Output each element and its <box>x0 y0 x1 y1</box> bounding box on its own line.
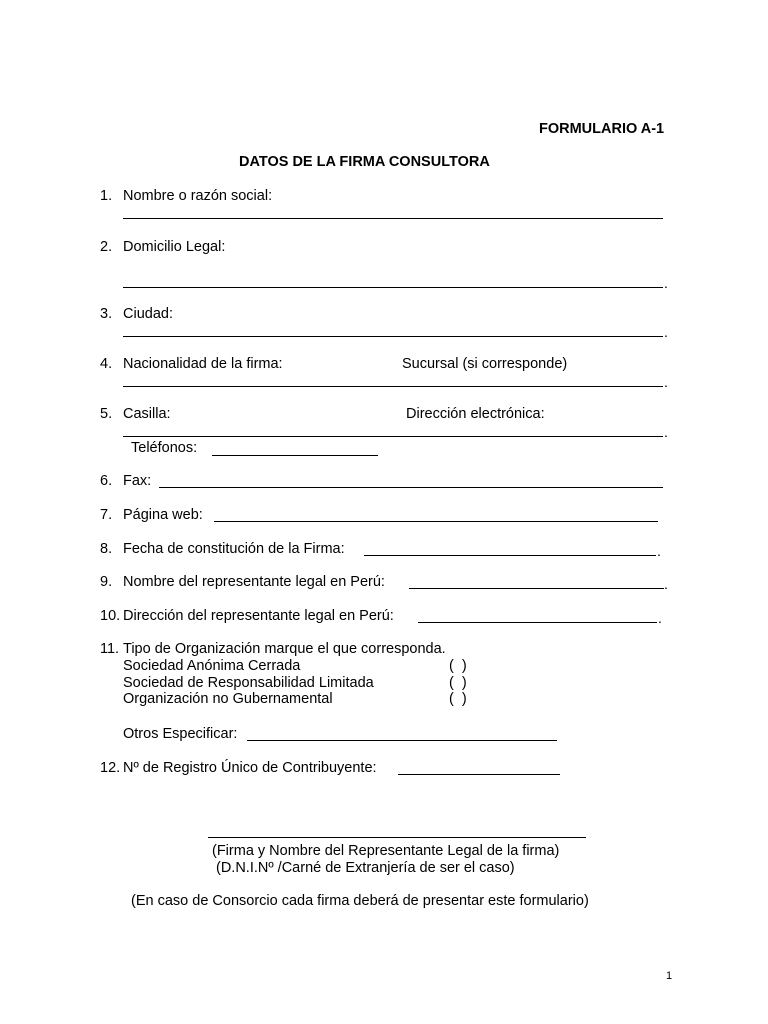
signature-caption: (Firma y Nombre del Representante Legal de la firma) <box>212 843 560 859</box>
field-label-web: Página web: <box>123 507 203 523</box>
nombre-field[interactable] <box>123 218 663 219</box>
id-caption: (D.N.I.Nº /Carné de Extranjería de ser el caso) <box>216 860 515 876</box>
option-label: Sociedad Anónima Cerrada <box>123 658 301 674</box>
fax-field[interactable] <box>159 487 663 488</box>
item-number: 10. <box>100 608 121 624</box>
field-label-casilla: Casilla: <box>123 406 171 422</box>
end-period: . <box>664 374 668 390</box>
signature-line[interactable] <box>208 837 586 838</box>
otros-field[interactable] <box>247 740 557 741</box>
field-label-nacionalidad: Nacionalidad de la firma: <box>123 356 283 372</box>
page-number: 1 <box>666 970 673 982</box>
web-field[interactable] <box>214 521 658 522</box>
end-period: . <box>664 576 668 592</box>
end-period: . <box>657 543 661 559</box>
item-number: 5. <box>100 406 113 422</box>
item-number: 2. <box>100 239 113 255</box>
item-number: 3. <box>100 306 113 322</box>
item-number: 7. <box>100 507 113 523</box>
fecha-field[interactable] <box>364 555 656 556</box>
representante-field[interactable] <box>409 588 664 589</box>
field-label-fecha: Fecha de constitución de la Firma: <box>123 541 345 557</box>
option-checkbox[interactable]: ( ) <box>449 658 467 674</box>
item-number: 11. <box>100 641 120 657</box>
field-label-telefonos: Teléfonos: <box>131 440 198 456</box>
field-label-otros: Otros Especificar: <box>123 726 238 742</box>
item-number: 12. <box>100 760 121 776</box>
page-title: DATOS DE LA FIRMA CONSULTORA <box>239 154 490 170</box>
field-label-domicilio: Domicilio Legal: <box>123 239 226 255</box>
consorcio-note: (En caso de Consorcio cada firma deberá de presentar este formulario) <box>131 893 589 909</box>
item-number: 8. <box>100 541 113 557</box>
telefonos-field[interactable] <box>212 455 378 456</box>
nacionalidad-field[interactable] <box>123 386 663 387</box>
field-label-email: Dirección electrónica: <box>406 406 545 422</box>
form-id: FORMULARIO A-1 <box>539 121 665 137</box>
item-number: 6. <box>100 473 113 489</box>
option-label: Organización no Gubernamental <box>123 691 333 707</box>
item-number: 9. <box>100 574 113 590</box>
end-period: . <box>664 275 668 291</box>
item-number: 1. <box>100 188 113 204</box>
field-label-representante: Nombre del representante legal en Perú: <box>123 574 385 590</box>
direccion-rep-field[interactable] <box>418 622 657 623</box>
item-number: 4. <box>100 356 113 372</box>
field-label-fax: Fax: <box>123 473 152 489</box>
end-period: . <box>664 324 668 340</box>
end-period: . <box>658 610 662 626</box>
option-label: Sociedad de Responsabilidad Limitada <box>123 675 374 691</box>
field-label-tipo-org: Tipo de Organización marque el que corresponda. <box>123 641 446 657</box>
field-label-ruc: Nº de Registro Único de Contribuyente: <box>123 760 377 776</box>
option-checkbox[interactable]: ( ) <box>449 675 467 691</box>
field-label-ciudad: Ciudad: <box>123 306 173 322</box>
ruc-field[interactable] <box>398 774 560 775</box>
casilla-field[interactable] <box>123 436 663 437</box>
field-label-direccion-rep: Dirección del representante legal en Perú: <box>123 608 394 624</box>
field-label-nombre: Nombre o razón social: <box>123 188 273 204</box>
ciudad-field[interactable] <box>123 336 663 337</box>
end-period: . <box>664 424 668 440</box>
domicilio-field[interactable] <box>123 287 663 288</box>
field-label-sucursal: Sucursal (si corresponde) <box>402 356 568 372</box>
option-checkbox[interactable]: ( ) <box>449 691 467 707</box>
